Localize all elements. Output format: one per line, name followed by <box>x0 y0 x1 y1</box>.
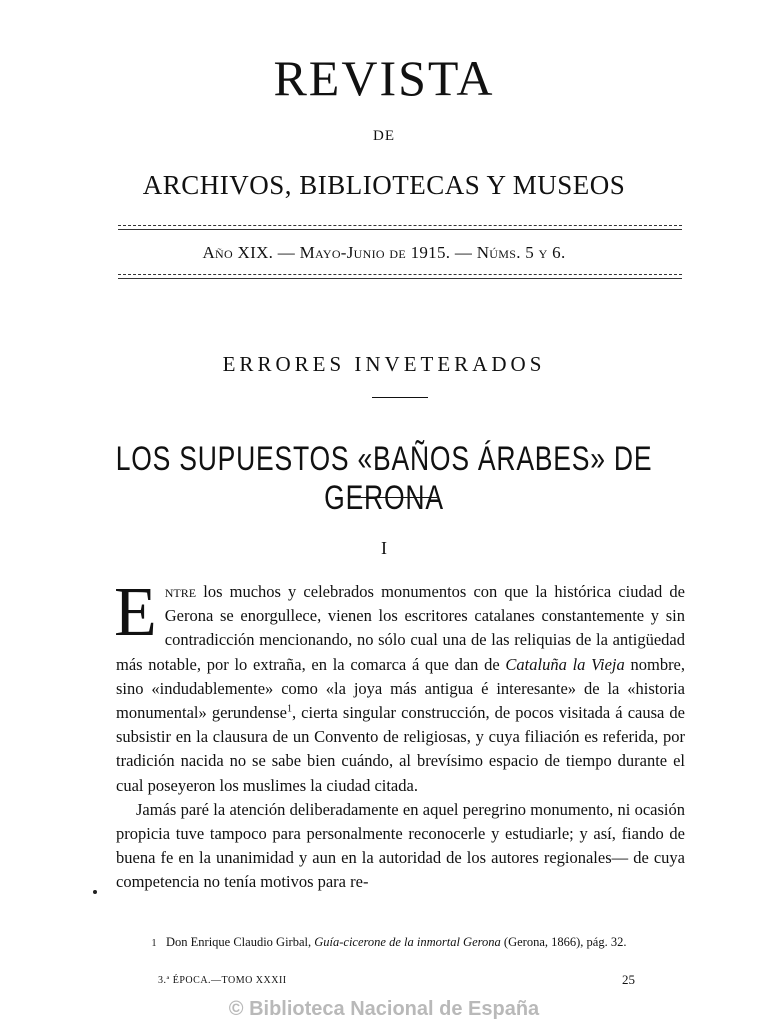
paragraph-1 <box>114 574 686 798</box>
header-rule-bottom <box>118 274 682 279</box>
footnote-text-b: (Gerona, 1866), pág. 32. <box>500 935 627 949</box>
header-rule-top <box>118 225 682 230</box>
paragraph-1-text-c: , cierta singular construcción, de pocos visitada á causa de subsistir en la clausura de un Convento de religiosas, y cuya filiación es referida, por tradición nacida no se sabe bien cuándo, al brevísimo espacio de tiempo durante el cual poseyeron los muslimes la ciudad citada. <box>116 703 686 795</box>
lead-small-caps: ntre <box>164 582 197 601</box>
footnote-italic: Guía-cicerone de la inmortal Gerona <box>314 935 501 949</box>
footnote-reference: 1 <box>286 703 292 715</box>
journal-subtitle: ARCHIVOS, BIBLIOTECAS Y MUSEOS <box>142 170 626 200</box>
journal-subtitle-connector: DE <box>373 128 395 144</box>
article-title: LOS SUPUESTOS «BAÑOS ÁRABES» DE GERONA <box>115 440 653 517</box>
issue-line-text: Año XIX. — Mayo-Junio de 1915. — Núms. 5 y 6. <box>202 243 566 262</box>
paragraph-1-text-a: los muchos y celebrados monumentos con que la histórica ciudad de Gerona se enorgullece, vienen los escritores catalanes constantemente y sin contradicción mencionando, no sólo cual una de las reliquias de la antigüedad más notable, por lo extraña, en la comarca á que dan de <box>116 582 685 674</box>
footnote-number: 1 <box>151 938 157 949</box>
folio-signature: 3.ª ÉPOCA.—TOMO XXXII <box>158 975 287 986</box>
paragraph-2: Jamás paré la atención deliberadamente en aquel peregrino monumento, ni ocasión propicia tuve tampoco para personalmente reconocerle y estudiarle; y así, fiando de buena fe en la unanimidad y aun en la autoridad de los autores regionales— de cuya competencia no tenía motivos para re- <box>116 799 685 892</box>
section-divider <box>372 397 428 398</box>
print-speck <box>93 890 97 894</box>
journal-masthead: REVISTA <box>273 50 495 106</box>
paragraph-1-text-b: nombre, sino «indudablemente» como «la joya más antigua é interesante» de la «historia monumental» gerundense <box>116 654 686 723</box>
footnote <box>116 934 685 952</box>
library-watermark: © Biblioteca Nacional de España <box>228 998 540 1020</box>
section-title: ERRORES INVETERADOS <box>222 352 546 376</box>
footnote-text-a: Don Enrique Claudio Girbal, <box>166 935 315 949</box>
issue-line <box>0 243 768 263</box>
paragraph-1-italic: Cataluña la Vieja <box>505 654 625 674</box>
drop-cap: E <box>114 574 157 651</box>
title-divider <box>361 497 437 498</box>
page-number: 25 <box>622 972 635 987</box>
article-body <box>114 574 686 895</box>
part-number: I <box>381 538 387 558</box>
